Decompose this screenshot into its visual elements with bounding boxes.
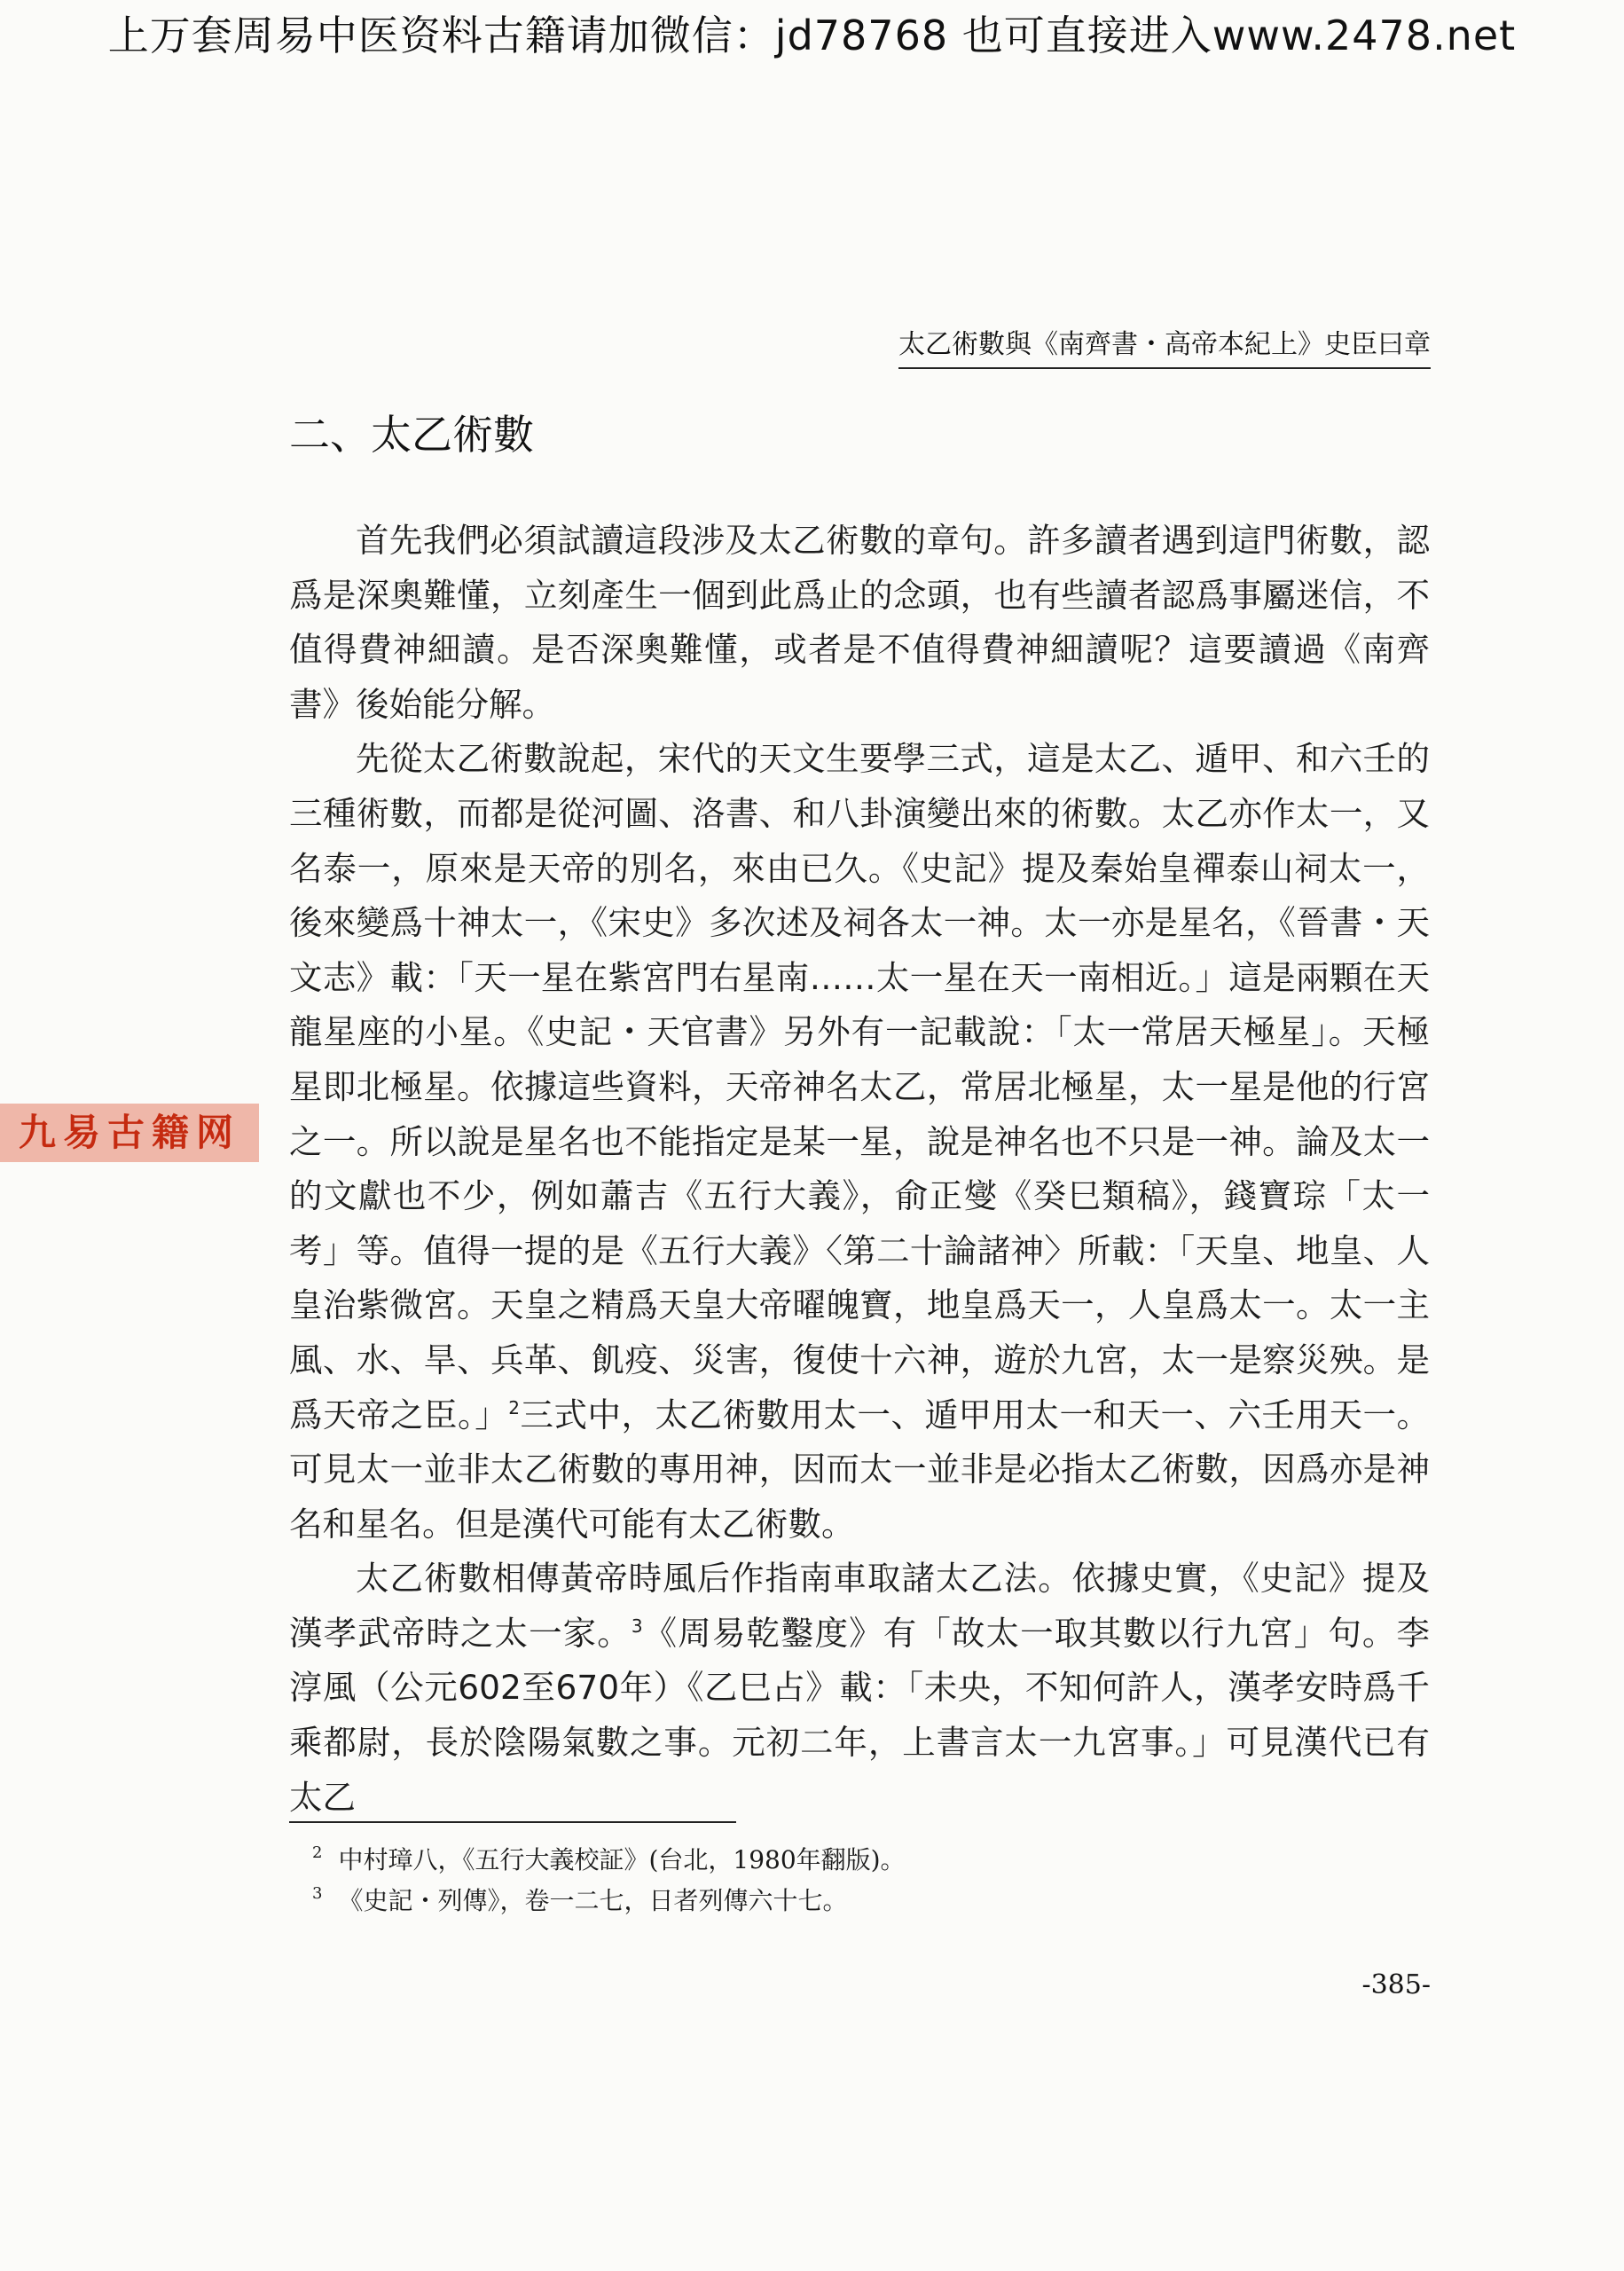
page-number: -385- xyxy=(1361,1969,1431,2000)
footnote-number: 2 xyxy=(312,1843,323,1862)
section-title: 二、太乙術數 xyxy=(289,411,534,459)
footnote-text: 中村璋八，《五行大義校証》(台北，1980年翻版)。 xyxy=(338,1845,906,1874)
body-text xyxy=(289,514,1430,1825)
footnote-text: 《史記・列傳》，卷一二七，日者列傳六十七。 xyxy=(338,1886,848,1915)
footnote-3 xyxy=(312,1881,906,1921)
paragraph-text: 太乙術數相傳黃帝時風后作指南車取諸太乙法。依據史實，《史記》提及漢孝武帝時之太一家。 xyxy=(289,1559,1430,1653)
promo-banner: 上万套周易中医资料古籍请加微信：jd78768 也可直接进入www.2478.net xyxy=(107,12,1517,59)
paragraph-text: 首先我們必須試讀這段涉及太乙術數的章句。許多讀者遇到這門術數，認爲是深奧難懂，立刻產生一個到此爲止的念頭，也有些讀者認爲事屬迷信，不值得費神細讀。是否深奧難懂，或者是不值得費神細讀呢？這要讀過《南齊書》後始能分解。 xyxy=(289,521,1430,724)
running-header: 太乙術數與《南齊書・高帝本紀上》史臣曰章 xyxy=(898,326,1431,369)
paragraph-text: 先從太乙術數說起，宋代的天文生要學三式，這是太乙、遁甲、和六壬的三種術數，而都是從河圖、洛書、和八卦演變出來的術數。太乙亦作太一，又名泰一，原來是天帝的別名，來由已久。《史記》提及秦始皇禪泰山祠太一，後來變爲十神太一，《宋史》多次述及祠各太一神。太一亦是星名，《晉書・天文志》載：「天一星在紫宮門右星南……太一星在天一南相近。」這是兩顆在天龍星座的小星。《史記・天官書》另外有一記載說：「太一常居天極星」。天極星即北極星。依據這些資料，天帝神名太乙，常居北極星，太一星是他的行宮之一。所以說是星名也不能指定是某一星，說是神名也不只是一神。論及太一的文獻也不少，例如蕭吉《五行大義》，俞正燮《癸巳類稿》，錢寶琮「太一考」等。值得一提的是《五行大義》〈第二十論諸神〉所載：「天皇、地皇、人皇治紫微宮。天皇之精爲天皇大帝曜魄寶，地皇爲天一，人皇爲太一。太一主風、水、旱、兵革、飢疫、災害，復使十六神，遊於九宮，太一是察災殃。是爲天帝之臣。」 xyxy=(289,739,1430,1434)
paragraph-2 xyxy=(289,732,1430,1552)
paragraph-text: 《周易乾鑿度》有「故太一取其數以行九宮」句。李淳風（公元602至670年）《乙巳占》載：「未央，不知何許人，漢孝安時爲千乘都尉，長於陰陽氣數之事。元初二年，上書言太一九宮事。」可見漢代已有太乙 xyxy=(289,1613,1431,1817)
footnotes xyxy=(312,1840,906,1921)
footnote-2 xyxy=(312,1840,906,1881)
footnote-number: 3 xyxy=(312,1884,323,1903)
footnote-ref-3[interactable]: 3 xyxy=(631,1615,643,1637)
watermark-stamp: 九易古籍网 xyxy=(0,1104,259,1162)
footnote-divider xyxy=(289,1821,736,1823)
footnote-ref-2[interactable]: 2 xyxy=(508,1396,520,1418)
paragraph-text: 三式中，太乙術數用太一、遁甲用太一和天一、六壬用天一。可見太一並非太乙術數的專用神，因而太一並非是必指太乙術數，因爲亦是神名和星名。但是漢代可能有太乙術數。 xyxy=(289,1395,1431,1544)
paragraph-3 xyxy=(289,1552,1430,1825)
paragraph-1 xyxy=(289,514,1430,732)
